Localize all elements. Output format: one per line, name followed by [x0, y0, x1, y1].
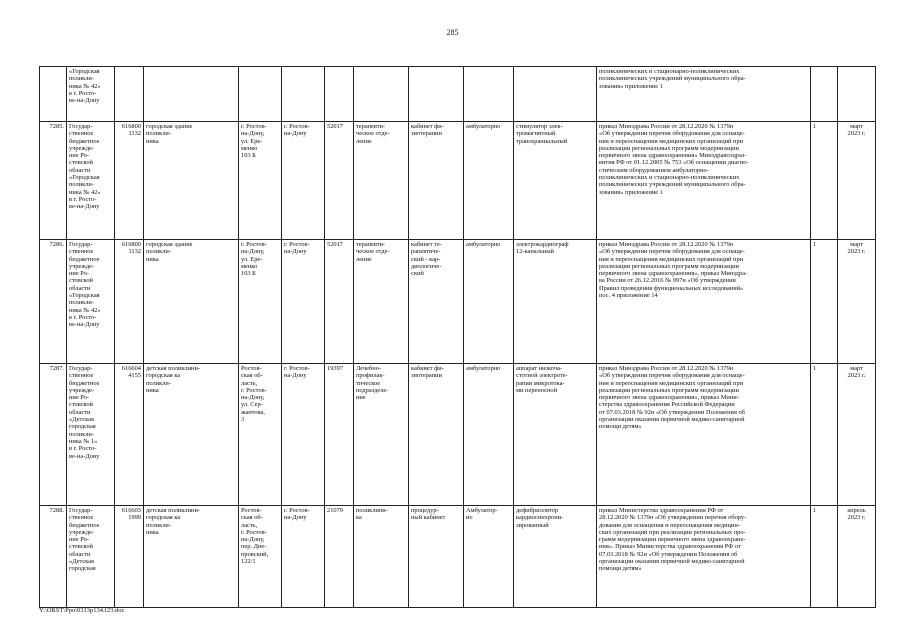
cell-inn-code [115, 506, 144, 608]
cell-row-number [40, 506, 67, 608]
facility-code-text: 21079 [327, 507, 343, 514]
quantity-text: 1 [813, 241, 817, 248]
cell-facility-code [325, 122, 354, 240]
table-row [40, 240, 876, 364]
cell-facility-type [144, 122, 239, 240]
care-mode-text: амбулаторно [466, 123, 501, 130]
cell-care-mode [464, 67, 514, 122]
cell-quantity [811, 240, 838, 364]
cell-legal-basis [597, 122, 811, 240]
cell-address [239, 67, 282, 122]
city-text: г. Ростов- на-Дону [284, 365, 310, 380]
legal-basis-text: приказ Министерства здравоохранения РФ от 28.12.2020 № 1379н «Об утверждении перечня обору- дования для оснащения и переоснащения медицин- ских организаций при реализации региональных про- грамм модернизации первичного звена здравоохране- ния». Приказ Министерства здравоохранения РФ от 07.03.2018 № 92н «Об утверждении Положения об организации оказания первичной медико-санитарной помощи детям» [599, 507, 747, 573]
cell-room [409, 506, 464, 608]
cell-care-mode [464, 506, 514, 608]
cell-facility-type [144, 364, 239, 506]
department-text: Лечебно- профилак- тическое подразделе- ние [356, 365, 389, 402]
cell-room [409, 67, 464, 122]
table-row [40, 506, 876, 608]
cell-equipment [514, 364, 597, 506]
cell-organization-name [67, 364, 115, 506]
city-text: г. Ростов- на-Дону [284, 507, 310, 522]
care-mode-text: Амбулатор- но [466, 507, 498, 522]
facility-code-text: 52017 [327, 123, 343, 130]
facility-code-text: 19397 [327, 365, 343, 372]
facility-type-text: детская поликлини- городская ка поликли- ника [146, 365, 200, 394]
inn-code-text: 616800 1132 [121, 123, 141, 138]
cell-equipment [514, 240, 597, 364]
city-text: г. Ростов- на-Дону [284, 123, 310, 138]
delivery-date-text: март 2023 г. [847, 365, 866, 380]
cell-room [409, 240, 464, 364]
footer-file-path: Y:\ORST\Ppo\0313p134.f23.doc [39, 607, 125, 614]
table-row [40, 364, 876, 506]
facility-type-text: городская здание поликли- ника [146, 123, 193, 145]
cell-delivery-date [838, 506, 876, 608]
cell-room [409, 122, 464, 240]
delivery-date-text: апрель 2023 г. [847, 507, 866, 522]
cell-organization-name [67, 67, 115, 122]
cell-care-mode [464, 240, 514, 364]
equipment-text: аппарат низкоча- стотной электроте- рапии микротока- ми переносной [516, 365, 568, 394]
room-text: кабинет фи- зиотерапии [411, 365, 444, 380]
quantity-text: 1 [813, 507, 817, 514]
address-text: г. Ростов- на-Дону, ул. Ере- менко 103 Б [241, 241, 267, 278]
row-number-text: 7288. [49, 507, 64, 514]
row-number-text: 7286. [49, 241, 64, 248]
address-text: г. Ростов- на-Дону, ул. Ере- менко 103 Б [241, 123, 267, 160]
cell-row-number [40, 240, 67, 364]
cell-facility-type [144, 506, 239, 608]
quantity-text: 1 [813, 365, 817, 372]
cell-inn-code [115, 364, 144, 506]
care-mode-text: амбулаторно [466, 241, 501, 248]
legal-basis-text: приказ Минздрава России от 28.12.2020 № 1379н «Об утверждении перечня оборудования для оснаще- ния и переоснащения медицинских организаций при реализации региональных программ модернизации первичного звена здравоохранения», приказ Мини- стерства здравоохранения Российской Федерации от 07.03.2018 № 92н «Об утверждении Положения об организации оказания первичной медико-санитарной помощи детям» [599, 365, 745, 431]
cell-facility-code [325, 240, 354, 364]
room-text: процедур- ный кабинет [411, 507, 446, 522]
cell-address [239, 240, 282, 364]
cell-row-number [40, 364, 67, 506]
cell-facility-type [144, 67, 239, 122]
table-row [40, 67, 876, 122]
inn-code-text: 616604 4155 [121, 365, 141, 380]
cell-city [282, 67, 325, 122]
cell-legal-basis [597, 506, 811, 608]
organization-name-text: Государ- ственное бюджетное учрежде- ние Ро- стовской области «Городская поликли- ника № 42» в г. Росто- ве-на-Дону [69, 241, 101, 329]
cell-address [239, 122, 282, 240]
cell-quantity [811, 122, 838, 240]
cell-city [282, 364, 325, 506]
city-text: г. Ростов- на-Дону [284, 241, 310, 256]
equipment-text: дефибриллятор кардиосинхрони- зированный [516, 507, 564, 529]
row-number-text: 7287. [49, 365, 64, 372]
page-number: 285 [446, 28, 459, 37]
organization-name-text: Государ- ственное бюджетное учрежде- ние Ро- стовской области «Городская поликли- ника № 42» в г. Росто- ве-на-Дону [69, 123, 101, 211]
delivery-date-text: март 2023 г. [847, 123, 866, 138]
organization-name-text: «Городская поликли- ника № 42» в г. Росто- ве-на-Дону [69, 68, 101, 105]
cell-facility-type [144, 240, 239, 364]
legal-basis-text: приказ Минздрава России от 28.12.2020 № 1379н «Об утверждении перечня оборудования для оснаще- ния и переоснащения медицинских организаций при реализации региональных программ модернизации первичного звена здравоохранения» Минздравсоцраз- вития РФ от 01.12.2005 № 753 «Об оснащении диагно- стическим оборудованием амбулаторно- поликлинических и стационарно-поликлинических поликлинических учреждений муниципального обра- зования» приложение 1 [599, 123, 749, 196]
department-text: терапевти- ческое отде- ление [356, 241, 390, 263]
department-text: терапевти- ческое отде- ление [356, 123, 390, 145]
equipment-text: стимулятор элек- тромагнитный транскраниальный [516, 123, 568, 145]
row-number-text: 7285. [49, 123, 64, 130]
table-row [40, 122, 876, 240]
cell-legal-basis [597, 364, 811, 506]
cell-delivery-date [838, 364, 876, 506]
cell-address [239, 506, 282, 608]
equipment-table [39, 66, 876, 608]
inn-code-text: 616603 1999 [121, 507, 141, 522]
cell-facility-code [325, 67, 354, 122]
cell-row-number [40, 122, 67, 240]
cell-equipment [514, 506, 597, 608]
cell-equipment [514, 122, 597, 240]
cell-city [282, 240, 325, 364]
cell-quantity [811, 506, 838, 608]
cell-quantity [811, 364, 838, 506]
cell-delivery-date [838, 122, 876, 240]
cell-delivery-date [838, 67, 876, 122]
cell-room [409, 364, 464, 506]
cell-legal-basis [597, 67, 811, 122]
facility-type-text: детская поликлини- городская ка поликли- ника [146, 507, 200, 536]
cell-inn-code [115, 67, 144, 122]
legal-basis-text: поликлинических и стационарно-поликлинических поликлинических учреждений муниципального обра- зования» приложение 1 [599, 68, 746, 90]
cell-inn-code [115, 122, 144, 240]
cell-row-number [40, 67, 67, 122]
room-text: кабинет фи- зиотерапии [411, 123, 444, 138]
organization-name-text: Государ- ственное бюджетное учрежде- ние Ро- стовской области «Детская городская поликли- ника № 1» в г. Росто- ве-на-Дону [69, 365, 100, 460]
department-text: поликлини- ка [356, 507, 388, 522]
cell-city [282, 506, 325, 608]
address-text: Ростов- ская об- ласть, г. Ростов- на-Дону, ул. Сер- жантова, 3 [241, 365, 267, 424]
cell-department [354, 122, 409, 240]
cell-address [239, 364, 282, 506]
cell-organization-name [67, 122, 115, 240]
organization-name-text: Государ- ственное бюджетное учрежде- ние Ро- стовской области «Детская городская [69, 507, 100, 573]
cell-organization-name [67, 506, 115, 608]
cell-department [354, 67, 409, 122]
cell-facility-code [325, 364, 354, 506]
facility-code-text: 52017 [327, 241, 343, 248]
facility-type-text: городская здание поликли- ника [146, 241, 193, 263]
quantity-text: 1 [813, 123, 817, 130]
cell-facility-code [325, 506, 354, 608]
inn-code-text: 616800 1132 [121, 241, 141, 256]
cell-care-mode [464, 364, 514, 506]
cell-quantity [811, 67, 838, 122]
cell-city [282, 122, 325, 240]
cell-inn-code [115, 240, 144, 364]
room-text: кабинет те- рапевтиче- ский - кар- диологиче- ский [411, 241, 442, 278]
cell-delivery-date [838, 240, 876, 364]
cell-department [354, 364, 409, 506]
cell-department [354, 240, 409, 364]
cell-legal-basis [597, 240, 811, 364]
equipment-text: электрокардиограф 12-канальный [516, 241, 569, 256]
cell-care-mode [464, 122, 514, 240]
legal-basis-text: приказ Минздрава России от 28.12.2020 № 1379н «Об утверждении перечня оборудования для оснаще- ния и переоснащения медицинских организаций при реализации региональных программ модернизации первичного звена здравоохранения», приказ Минздра- ва России от 26.12.2016 № 997н «Об утверждении Правил проведения функциональных исследований» пос. 4 приложение 14 [599, 241, 748, 300]
delivery-date-text: март 2023 г. [847, 241, 866, 256]
care-mode-text: амбулаторно [466, 365, 501, 372]
address-text: Ростов- ская об- ласть, г. Ростов- на-Дону, пер. Дне- провский, 122/1 [241, 507, 269, 566]
cell-equipment [514, 67, 597, 122]
cell-department [354, 506, 409, 608]
cell-organization-name [67, 240, 115, 364]
